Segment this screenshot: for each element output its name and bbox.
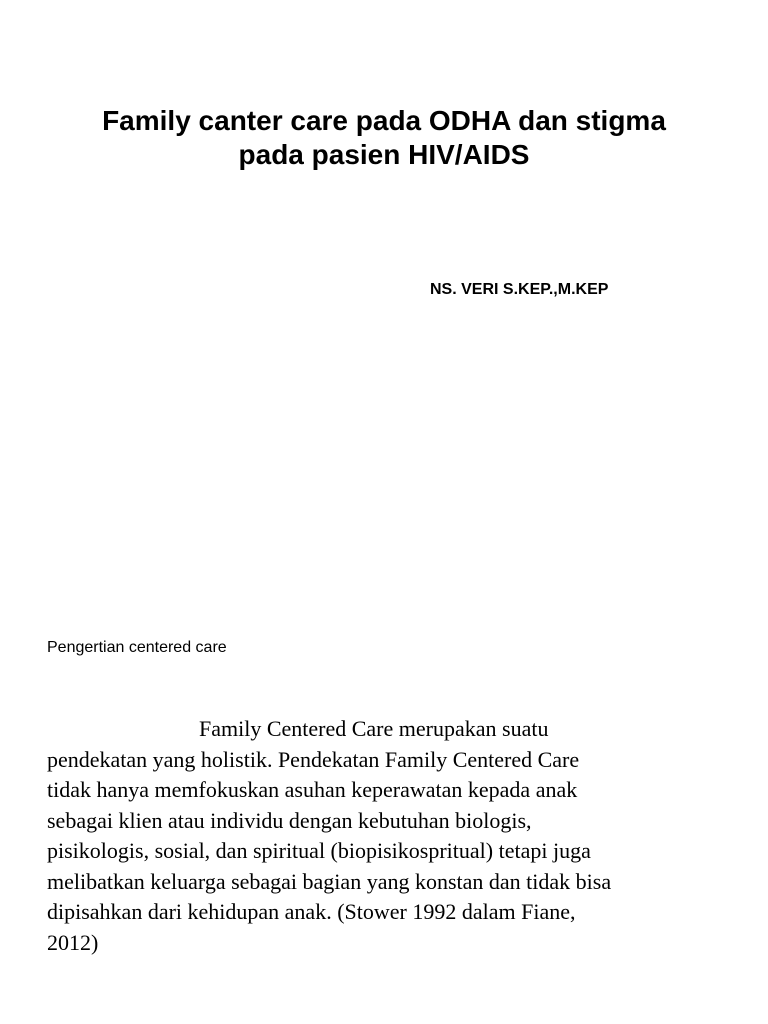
paragraph-line: tidak hanya memfokuskan asuhan keperawatan kepada anak [47,777,578,802]
paragraph-line: melibatkan keluarga sebagai bagian yang konstan dan tidak bisa [47,868,612,894]
paragraph-line: dipisahkan dari kehidupan anak. (Stower 1992 dalam Fiane, [47,899,576,924]
author-name: NS. VERI S.KEP.,M.KEP [430,281,609,298]
paragraph-line: sebagai klien atau individu dengan kebutuhan biologis, [47,807,532,833]
document-title-line: pada pasien HIV/AIDS [238,139,530,170]
document-title [40,104,728,172]
document-title-line: Family canter care pada ODHA dan stigma [102,105,666,136]
section-heading: Pengertian centered care [47,639,227,656]
paragraph-line: pisikologis, sosial, dan spiritual (biopisikospritual) tetapi juga [47,838,591,863]
paragraph-line: 2012) [47,929,99,955]
body-paragraph [47,714,717,958]
paragraph-line: Family Centered Care merupakan suatu [199,716,549,741]
paragraph-line: pendekatan yang holistik. Pendekatan Family Centered Care [47,746,580,772]
